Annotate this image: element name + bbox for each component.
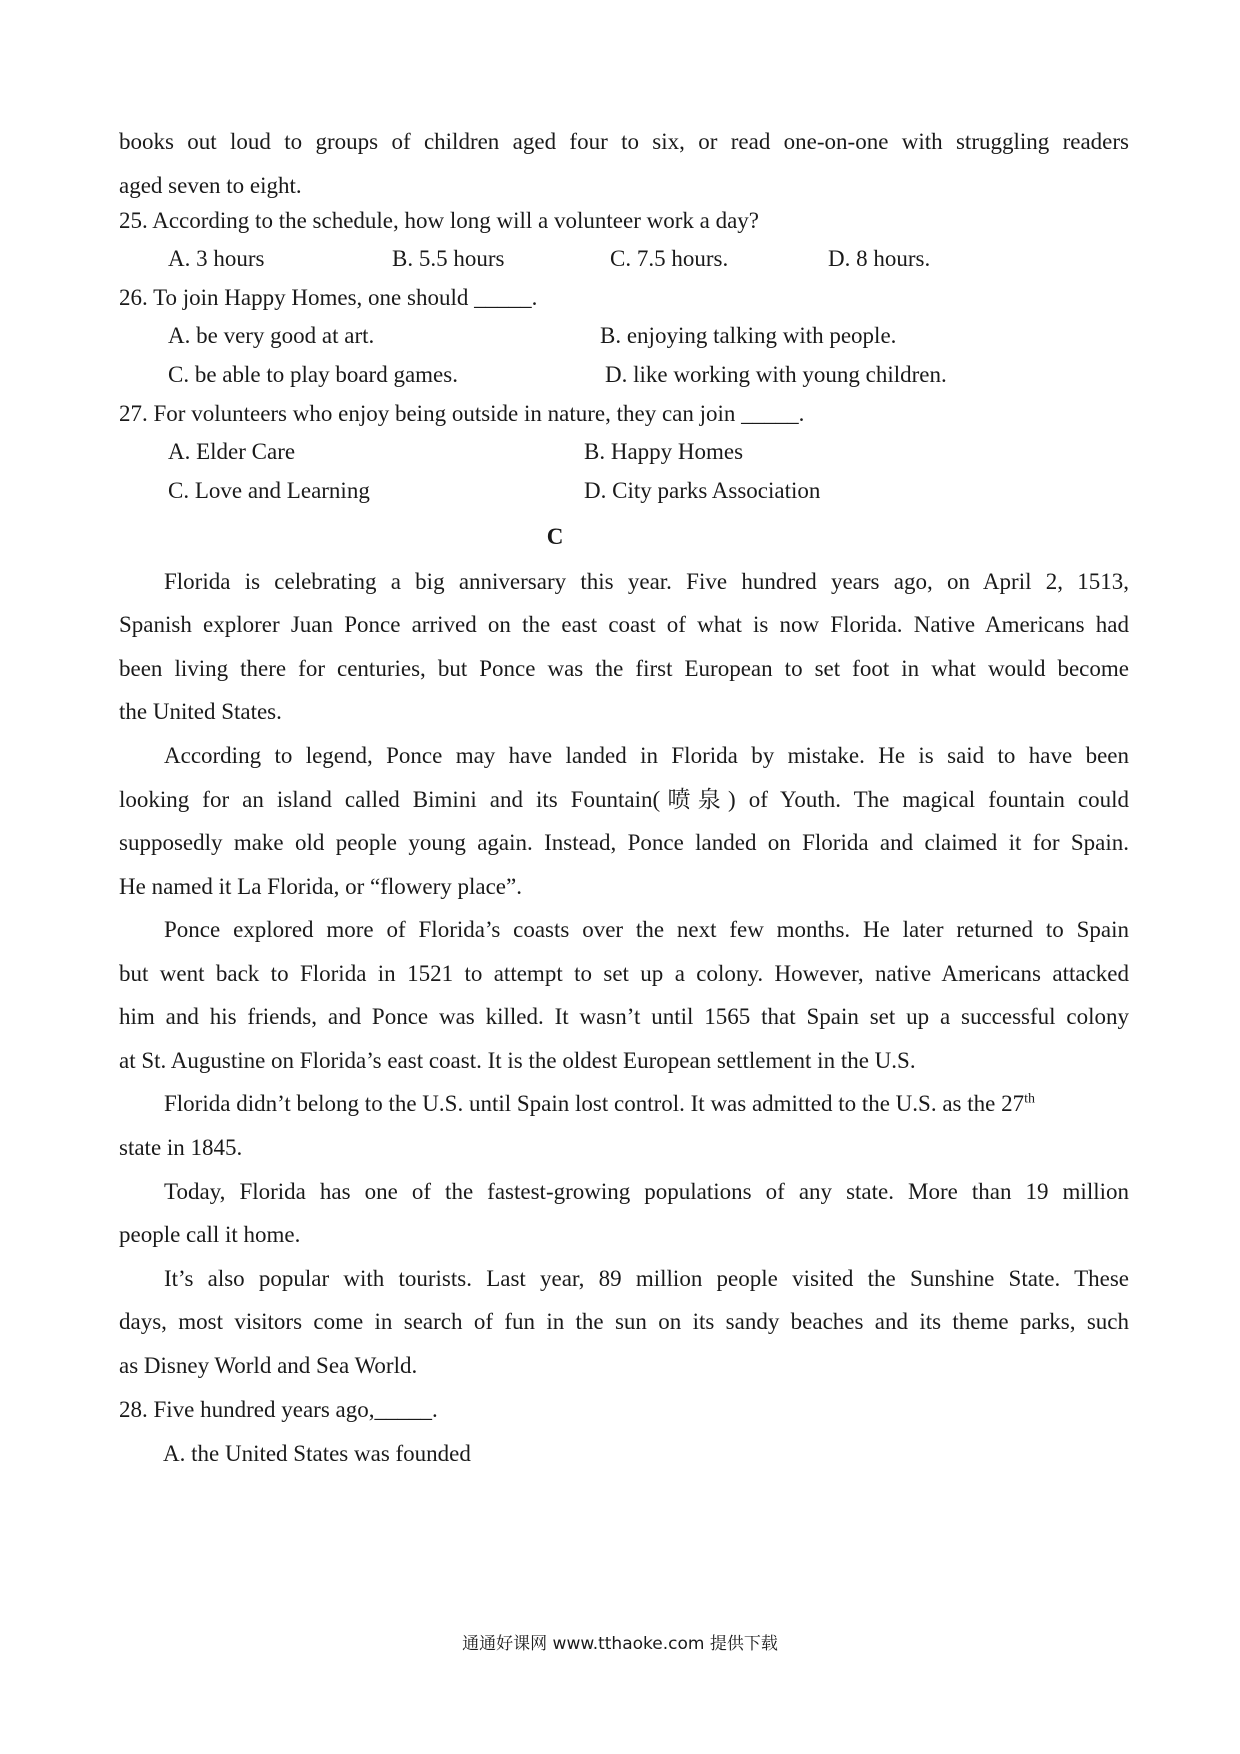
question-25-stem: 25. According to the schedule, how long will a volunteer work a day?: [119, 208, 760, 233]
question-28-stem: 28. Five hundred years ago,_____.: [119, 1397, 438, 1422]
passage-line: days, most visitors come in search of fun in the sun on its sandy beaches and its theme parks, such: [119, 1309, 1129, 1334]
question-25-option-a: A. 3 hours: [168, 246, 265, 271]
question-26-option-c: C. be able to play board games.: [168, 362, 458, 387]
passage-line: been living there for centuries, but Ponce was the first European to set foot in what would become: [119, 656, 1129, 681]
intro-line: aged seven to eight.: [119, 173, 302, 198]
passage-line: It’s also popular with tourists. Last year, 89 million people visited the Sunshine State. These: [164, 1266, 1129, 1291]
question-28-option-a: A. the United States was founded: [163, 1441, 471, 1466]
page-footer: 通通好课网 www.tthaoke.com 提供下载: [462, 1634, 778, 1654]
question-26-option-b: B. enjoying talking with people.: [600, 323, 897, 348]
passage-line: people call it home.: [119, 1222, 301, 1247]
question-26-stem: 26. To join Happy Homes, one should _____.: [119, 285, 538, 310]
passage-line: According to legend, Ponce may have landed in Florida by mistake. He is said to have been: [164, 743, 1129, 768]
passage-line: Spanish explorer Juan Ponce arrived on the east coast of what is now Florida. Native Americans had: [119, 612, 1129, 637]
passage-line: He named it La Florida, or “flowery place”.: [119, 874, 522, 899]
passage-line: supposedly make old people young again. Instead, Ponce landed on Florida and claimed it for Spain.: [119, 830, 1129, 855]
passage-line: [164, 1090, 1129, 1118]
passage-line: as Disney World and Sea World.: [119, 1353, 418, 1378]
passage-text: Florida didn’t belong to the U.S. until Spain lost control. It was admitted to the U.S. as the 27: [164, 1091, 1025, 1116]
question-27-option-a: A. Elder Care: [168, 439, 296, 464]
passage-line: Ponce explored more of Florida’s coasts over the next few months. He later returned to Spain: [164, 917, 1129, 942]
question-27-option-b: B. Happy Homes: [584, 439, 744, 464]
passage-line: state in 1845.: [119, 1135, 243, 1160]
question-25-option-c: C. 7.5 hours.: [610, 246, 729, 271]
passage-line: but went back to Florida in 1521 to attempt to set up a colony. However, native Americans attacked: [119, 961, 1129, 986]
passage-line: Florida is celebrating a big anniversary this year. Five hundred years ago, on April 2, 1513,: [164, 569, 1129, 594]
question-25-option-d: D. 8 hours.: [828, 246, 931, 271]
question-26-option-d: D. like working with young children.: [605, 362, 947, 387]
passage-line: at St. Augustine on Florida’s east coast. It is the oldest European settlement in the U.S.: [119, 1048, 916, 1073]
question-26-option-a: A. be very good at art.: [168, 323, 375, 348]
section-c-heading: C: [546, 524, 564, 549]
passage-line: looking for an island called Bimini and its Fountain(喷泉) of Youth. The magical fountain could: [119, 787, 1129, 812]
ordinal-superscript: th: [1024, 1091, 1035, 1107]
passage-line: Today, Florida has one of the fastest-growing populations of any state. More than 19 million: [164, 1179, 1129, 1204]
question-27-option-c: C. Love and Learning: [168, 478, 370, 503]
question-27-option-d: D. City parks Association: [584, 478, 821, 503]
question-25-option-b: B. 5.5 hours: [392, 246, 505, 271]
passage-line: the United States.: [119, 699, 282, 724]
passage-line: him and his friends, and Ponce was killed. It wasn’t until 1565 that Spain set up a successful colony: [119, 1004, 1129, 1029]
question-27-stem: 27. For volunteers who enjoy being outside in nature, they can join _____.: [119, 401, 805, 426]
intro-line: books out loud to groups of children aged four to six, or read one-on-one with struggling readers: [119, 129, 1129, 154]
